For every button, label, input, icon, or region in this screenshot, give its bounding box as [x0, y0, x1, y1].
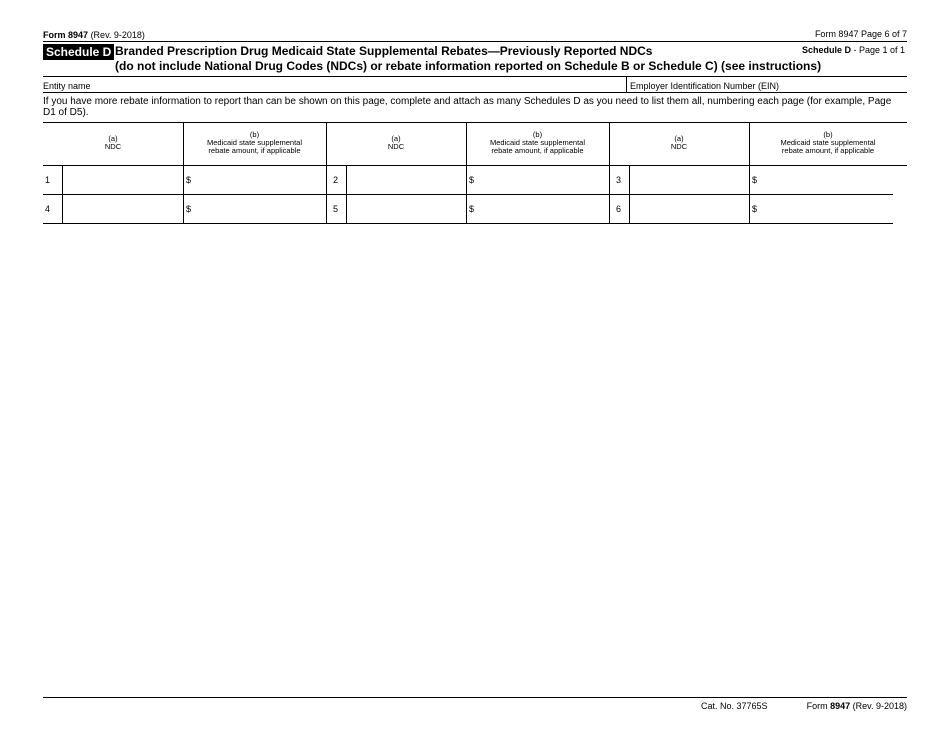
header-rule	[43, 41, 907, 42]
instructions-text: If you have more rebate information to report than can be shown on this page, complete and attach as many Schedules D as you need to list them all, numbering each page (for example, Page D1 of D5).	[43, 96, 892, 118]
cell-divider	[183, 165, 184, 194]
cell-divider	[749, 165, 750, 194]
ein-field[interactable]: Employer Identification Number (EIN)	[630, 81, 780, 91]
column-header-ndc-1: (a) NDC	[104, 134, 122, 151]
schedule-title-line2: (do not include National Drug Codes (NDCs) or rebate information reported on Schedule B or Schedule C) (see instructions)	[115, 59, 822, 73]
schedule-badge: Schedule D	[43, 44, 114, 60]
rebate-input-1[interactable]: $	[186, 175, 192, 185]
rebate-input-4[interactable]: $	[186, 204, 192, 214]
ndc-input-4[interactable]	[63, 195, 182, 222]
rebate-input-2[interactable]: $	[469, 175, 475, 185]
column-header-rebate-2: (b) Medicaid state supplemental rebate amount, if applicable	[489, 130, 586, 155]
column-header-ndc-2: (a) NDC	[387, 134, 405, 151]
entity-name-field[interactable]: Entity name	[43, 81, 91, 91]
ndc-input-1[interactable]	[63, 166, 182, 193]
ndc-input-6[interactable]	[630, 195, 748, 222]
footer-rule	[43, 697, 907, 698]
form-number-label: Form 8947	[43, 30, 89, 40]
rebate-input-3[interactable]: $	[752, 175, 758, 185]
row-number: 2	[333, 175, 339, 185]
row-number: 3	[616, 175, 622, 185]
schedule-title-line1: Branded Prescription Drug Medicaid State Supplemental Rebates—Previously Reported NDCs	[115, 44, 653, 58]
schedule-page-of: Schedule D - Page 1 of 1	[801, 45, 905, 55]
row-number: 4	[45, 204, 51, 214]
entity-top-rule	[43, 76, 907, 77]
cell-divider	[609, 165, 610, 194]
column-header-rebate-3: (b) Medicaid state supplemental rebate amount, if applicable	[780, 130, 876, 155]
form-header	[43, 30, 145, 40]
ein-divider	[626, 76, 627, 92]
row-number: 6	[616, 204, 622, 214]
catalog-number: Cat. No. 37765S	[701, 701, 768, 711]
row-number: 1	[45, 175, 51, 185]
ndc-input-3[interactable]	[630, 166, 748, 193]
cell-divider	[326, 165, 327, 194]
cell-divider	[466, 194, 467, 223]
row-rule	[43, 223, 893, 224]
rebate-input-6[interactable]: $	[752, 204, 758, 214]
ndc-input-2[interactable]	[347, 166, 465, 193]
footer-form-id: Form 8947 (Rev. 9-2018)	[806, 701, 907, 711]
cell-divider	[183, 194, 184, 223]
rebate-input-5[interactable]: $	[469, 204, 475, 214]
form-revision: (Rev. 9-2018)	[90, 30, 145, 40]
ndc-input-5[interactable]	[347, 195, 465, 222]
row-number: 5	[333, 204, 339, 214]
column-header-rebate-1: (b) Medicaid state supplemental rebate amount, if applicable	[206, 130, 303, 155]
cell-divider	[326, 194, 327, 223]
cell-divider	[749, 194, 750, 223]
column-header-ndc-3: (a) NDC	[670, 134, 688, 151]
cell-divider	[466, 165, 467, 194]
cell-divider	[609, 194, 610, 223]
table-top-rule	[43, 122, 907, 123]
entity-bottom-rule	[43, 92, 907, 93]
page-indicator: Form 8947 Page 6 of 7	[814, 29, 907, 39]
